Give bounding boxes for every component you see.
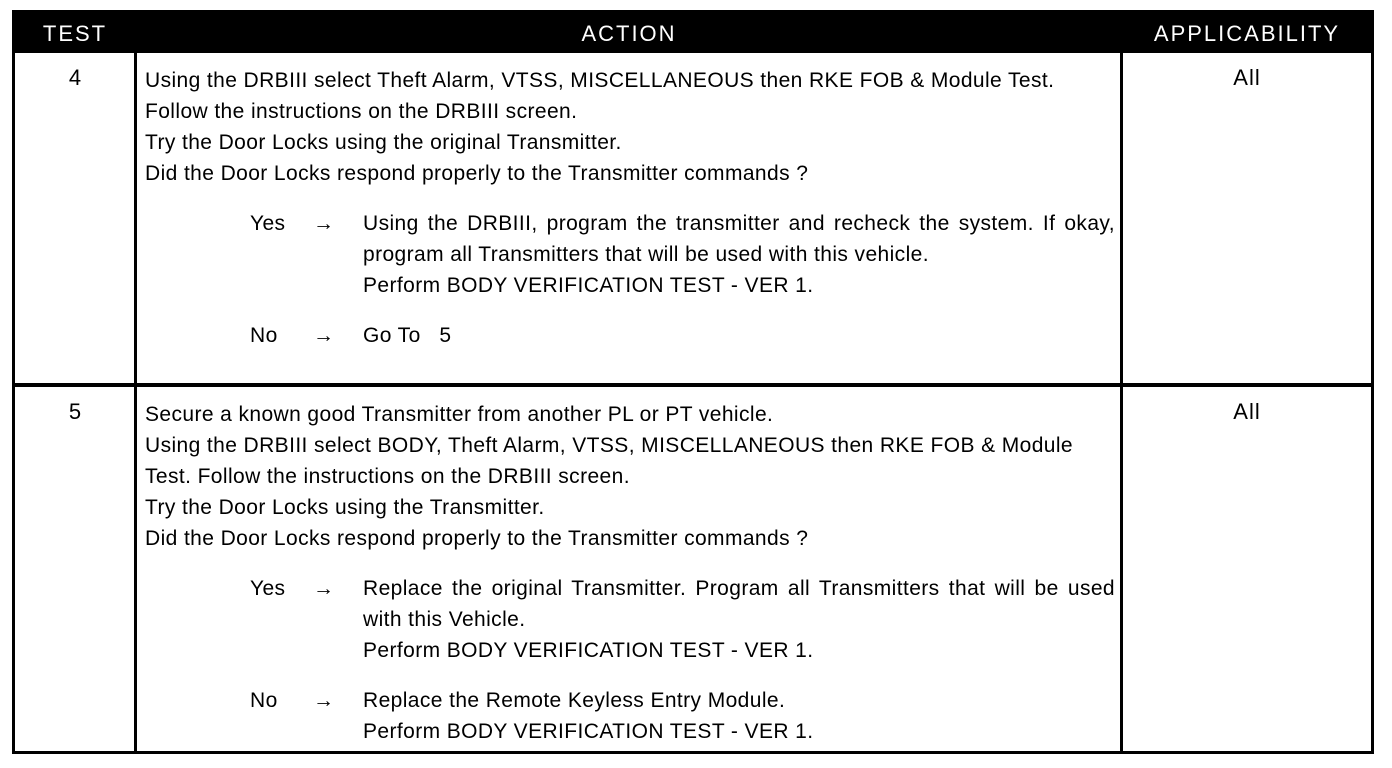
- no-result: [363, 685, 1115, 747]
- test-number: 5: [68, 399, 82, 424]
- yes-result: [363, 208, 1115, 301]
- result-line: Replace the original Transmitter. Program all Transmitters that will be used with this Vehicle.: [363, 577, 1115, 631]
- no-label: No: [250, 324, 278, 347]
- header-action: ACTION: [581, 21, 677, 46]
- no-result: [363, 320, 1115, 351]
- question-line: Using the DRBIII select BODY, Theft Alarm, VTSS, MISCELLANEOUS then RKE FOB & Module Test. Follow the instructions on the DRBIII screen.: [145, 434, 1073, 488]
- no-branch: [145, 685, 1115, 747]
- question-line: Did the Door Locks respond properly to the Transmitter commands ?: [145, 527, 809, 550]
- table-row: [15, 53, 1371, 383]
- action-cell: [145, 399, 1115, 747]
- table-header: [15, 13, 1371, 53]
- applicability-value: All: [1233, 65, 1261, 90]
- question-line: Did the Door Locks respond properly to the Transmitter commands ?: [145, 162, 809, 185]
- arrow-right-icon: →: [313, 577, 335, 600]
- header-applicability: APPLICABILITY: [1153, 21, 1341, 46]
- test-question: [145, 399, 1115, 554]
- arrow-right-icon: →: [313, 689, 335, 712]
- question-line: Using the DRBIII select Theft Alarm, VTSS, MISCELLANEOUS then RKE FOB & Module Test. Follow the instructions on the DRBIII screen.: [145, 69, 1055, 123]
- table-row: [15, 387, 1371, 751]
- applicability-value: All: [1233, 399, 1261, 424]
- yes-branch: [145, 208, 1115, 301]
- result-line: Go To 5: [363, 324, 452, 347]
- result-line: Perform BODY VERIFICATION TEST - VER 1.: [363, 639, 814, 662]
- yes-result: [363, 573, 1115, 666]
- arrow-right-icon: →: [313, 212, 335, 235]
- arrow-right-icon: →: [313, 324, 335, 347]
- diagnostic-table: [12, 10, 1374, 754]
- result-line: Using the DRBIII, program the transmitter and recheck the system. If okay, program all Transmitters that will be used with this vehicle.: [363, 212, 1115, 266]
- action-cell: [145, 65, 1115, 351]
- question-line: Secure a known good Transmitter from another PL or PT vehicle.: [145, 403, 774, 426]
- test-number: 4: [68, 65, 82, 90]
- result-line: Replace the Remote Keyless Entry Module.: [363, 689, 786, 712]
- result-line: Perform BODY VERIFICATION TEST - VER 1.: [363, 274, 814, 297]
- header-test: TEST: [42, 21, 108, 46]
- no-label: No: [250, 689, 278, 712]
- no-branch: [145, 320, 1115, 351]
- result-line: Perform BODY VERIFICATION TEST - VER 1.: [363, 720, 814, 743]
- yes-branch: [145, 573, 1115, 666]
- question-line: Try the Door Locks using the Transmitter.: [145, 496, 545, 519]
- question-line: Try the Door Locks using the original Transmitter.: [145, 131, 622, 154]
- test-question: [145, 65, 1115, 189]
- yes-label: Yes: [250, 577, 286, 600]
- yes-label: Yes: [250, 212, 286, 235]
